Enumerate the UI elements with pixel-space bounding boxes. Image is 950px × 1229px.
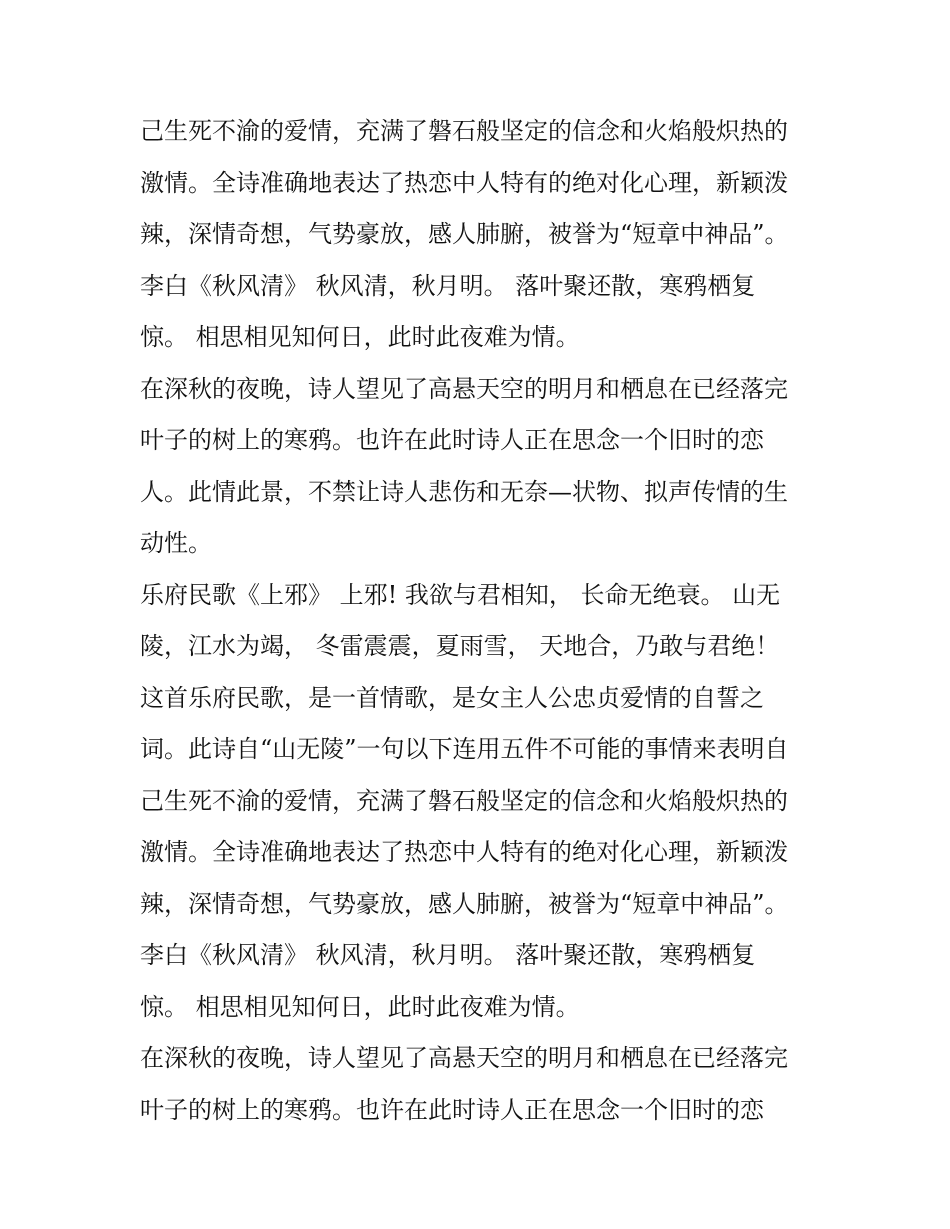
text-line: 陵，江水为竭， 冬雷震震，夏雨雪， 天地合，乃敢与君绝！	[140, 632, 780, 660]
text-line: 辣，深情奇想，气势豪放，感人肺腑，被誉为“短章中神品”。	[140, 220, 789, 248]
text-line: 词。此诗自“山无陵”一句以下连用五件不可能的事情来表明自	[140, 735, 789, 763]
text-line: 激情。全诗准确地表达了热恋中人特有的绝对化心理，新颖泼	[140, 168, 788, 197]
text-line: 叶子的树上的寒鸦。也许在此时诗人正在思念一个旧时的恋	[140, 426, 764, 454]
text-line: 在深秋的夜晚，诗人望见了高悬天空的明月和栖息在已经落完	[140, 374, 788, 403]
text-line: 人。此情此景，不禁让诗人悲伤和无奈—状物、拟声传情的生	[140, 477, 788, 506]
text-line: 这首乐府民歌，是一首情歌，是女主人公忠贞爱情的自誓之	[140, 683, 764, 712]
text-line: 在深秋的夜晚，诗人望见了高悬天空的明月和栖息在已经落完	[140, 1044, 788, 1072]
text-line: 辣，深情奇想，气势豪放，感人肺腑，被誉为“短章中神品”。	[140, 889, 789, 918]
text-line: 李白《秋风清》 秋风清，秋月明。 落叶聚还散，寒鸦栖复	[140, 271, 756, 300]
text-line: 乐府民歌《上邪》 上邪! 我欲与君相知， 长命无绝衰。 山无	[140, 580, 781, 609]
text-line: 己生死不渝的爱情，充满了磐石般坚定的信念和火焰般炽热的	[140, 117, 788, 145]
text-line: 李白《秋风清》 秋风清，秋月明。 落叶聚还散，寒鸦栖复	[140, 941, 756, 969]
text-line: 叶子的树上的寒鸦。也许在此时诗人正在思念一个旧时的恋	[140, 1095, 764, 1124]
text-line: 动性。	[140, 529, 212, 557]
text-line: 激情。全诗准确地表达了热恋中人特有的绝对化心理，新颖泼	[140, 838, 788, 866]
text-line: 惊。 相思相见知何日，此时此夜难为情。	[140, 323, 580, 351]
text-line: 惊。 相思相见知何日，此时此夜难为情。	[140, 992, 580, 1021]
document-page	[140, 106, 820, 1136]
text-line: 己生死不渝的爱情，充满了磐石般坚定的信念和火焰般炽热的	[140, 786, 788, 815]
